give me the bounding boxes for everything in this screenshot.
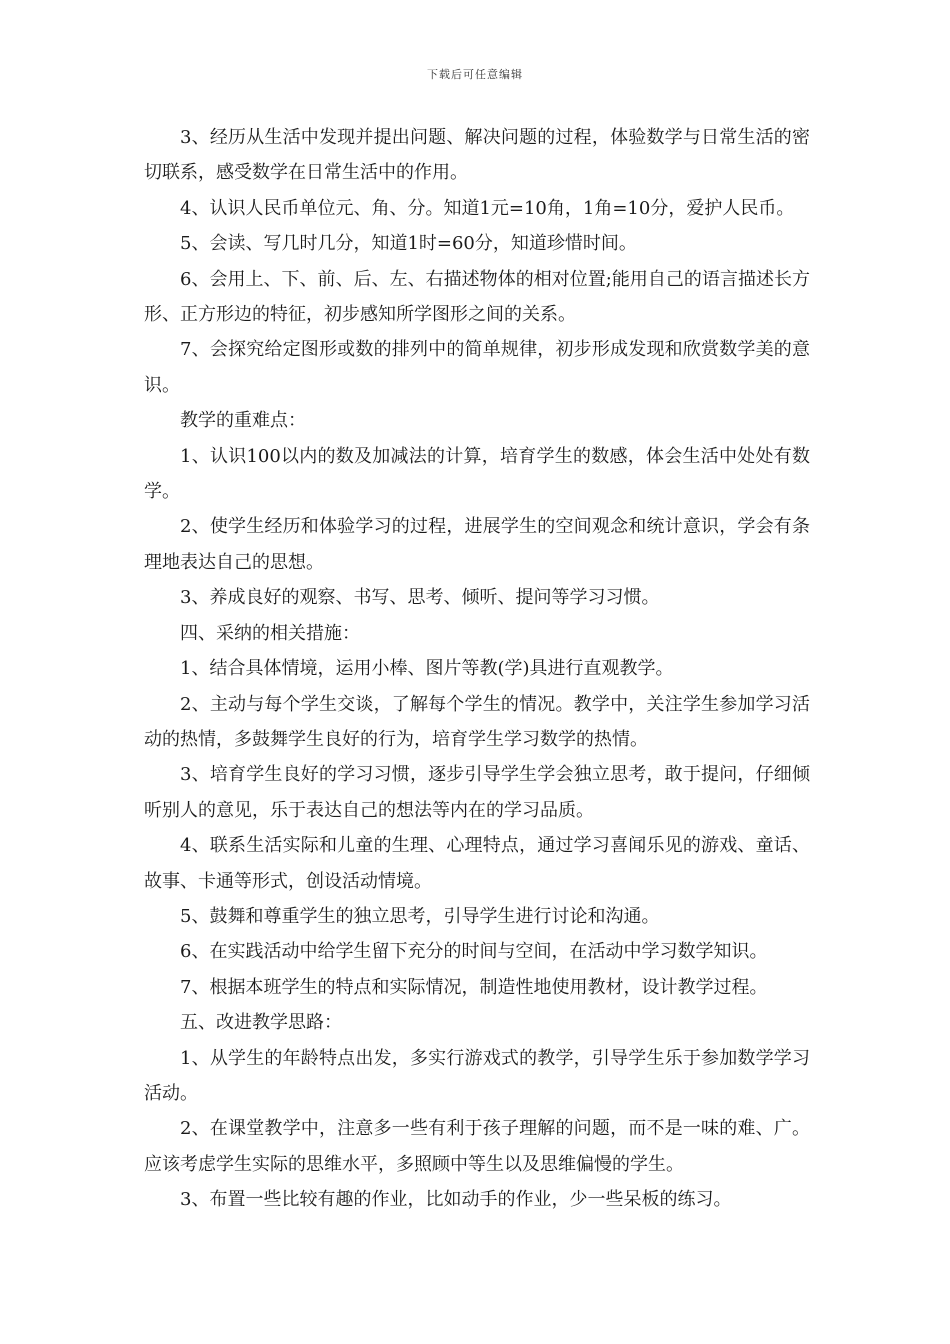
section-heading-key-points: 教学的重难点：: [180, 410, 306, 432]
paragraph: 1、从学生的年龄特点出发，多实行游戏式的教学，引导学生乐于参加数学学习活动。: [144, 1047, 810, 1104]
paragraph: 5、鼓舞和尊重学生的独立思考，引导学生进行讨论和沟通。: [180, 905, 660, 927]
paragraph: 4、认识人民币单位元、角、分。知道1元=10角，1角=10分，爱护人民币。: [180, 197, 795, 219]
paragraph: 1、认识100以内的数及加减法的计算，培育学生的数感，体会生活中处处有数学。: [144, 445, 810, 503]
paragraph: 7、会探究给定图形或数的排列中的简单规律，初步形成发现和欣赏数学美的意识。: [144, 339, 810, 396]
paragraph: 2、在课堂教学中，注意多一些有利于孩子理解的问题，而不是一味的难、广。应该考虑学生实际的思维水平，多照顾中等生以及思维偏慢的学生。: [144, 1118, 810, 1175]
paragraph: 6、会用上、下、前、后、左、右描述物体的相对位置;能用自己的语言描述长方形、正方形边的特征，初步感知所学图形之间的关系。: [144, 268, 810, 326]
paragraph: 7、根据本班学生的特点和实际情况，制造性地使用教材，设计教学过程。: [180, 976, 768, 998]
paragraph: 1、结合具体情境，运用小棒、图片等教(学)具进行直观教学。: [180, 658, 674, 680]
paragraph: 3、布置一些比较有趣的作业，比如动手的作业，少一些呆板的练习。: [180, 1189, 732, 1211]
document-body: [144, 120, 810, 1218]
page-header-note: 下载后可任意编辑: [427, 68, 523, 81]
paragraph: 2、使学生经历和体验学习的过程，进展学生的空间观念和统计意识，学会有条理地表达自己的思想。: [144, 516, 810, 573]
paragraph: 3、养成良好的观察、书写、思考、倾听、提问等学习习惯。: [180, 587, 660, 609]
paragraph: 4、联系生活实际和儿童的生理、心理特点，通过学习喜闻乐见的游戏、童话、故事、卡通等形式，创设活动情境。: [144, 835, 810, 892]
section-heading-improvement: 五、改进教学思路：: [180, 1012, 342, 1034]
section-heading-measures: 四、采纳的相关措施：: [180, 622, 360, 644]
paragraph: 6、在实践活动中给学生留下充分的时间与空间，在活动中学习数学知识。: [180, 941, 768, 963]
paragraph: 2、主动与每个学生交谈，了解每个学生的情况。教学中，关注学生参加学习活动的热情，多鼓舞学生良好的行为，培育学生学习数学的热情。: [144, 693, 810, 750]
paragraph: 5、会读、写几时几分，知道1时=60分，知道珍惜时间。: [180, 233, 637, 255]
paragraph: 3、经历从生活中发现并提出问题、解决问题的过程，体验数学与日常生活的密切联系，感受数学在日常生活中的作用。: [144, 127, 810, 184]
paragraph: 3、培育学生良好的学习习惯，逐步引导学生学会独立思考，敢于提问，仔细倾听别人的意见，乐于表达自己的想法等内在的学习品质。: [144, 764, 810, 821]
